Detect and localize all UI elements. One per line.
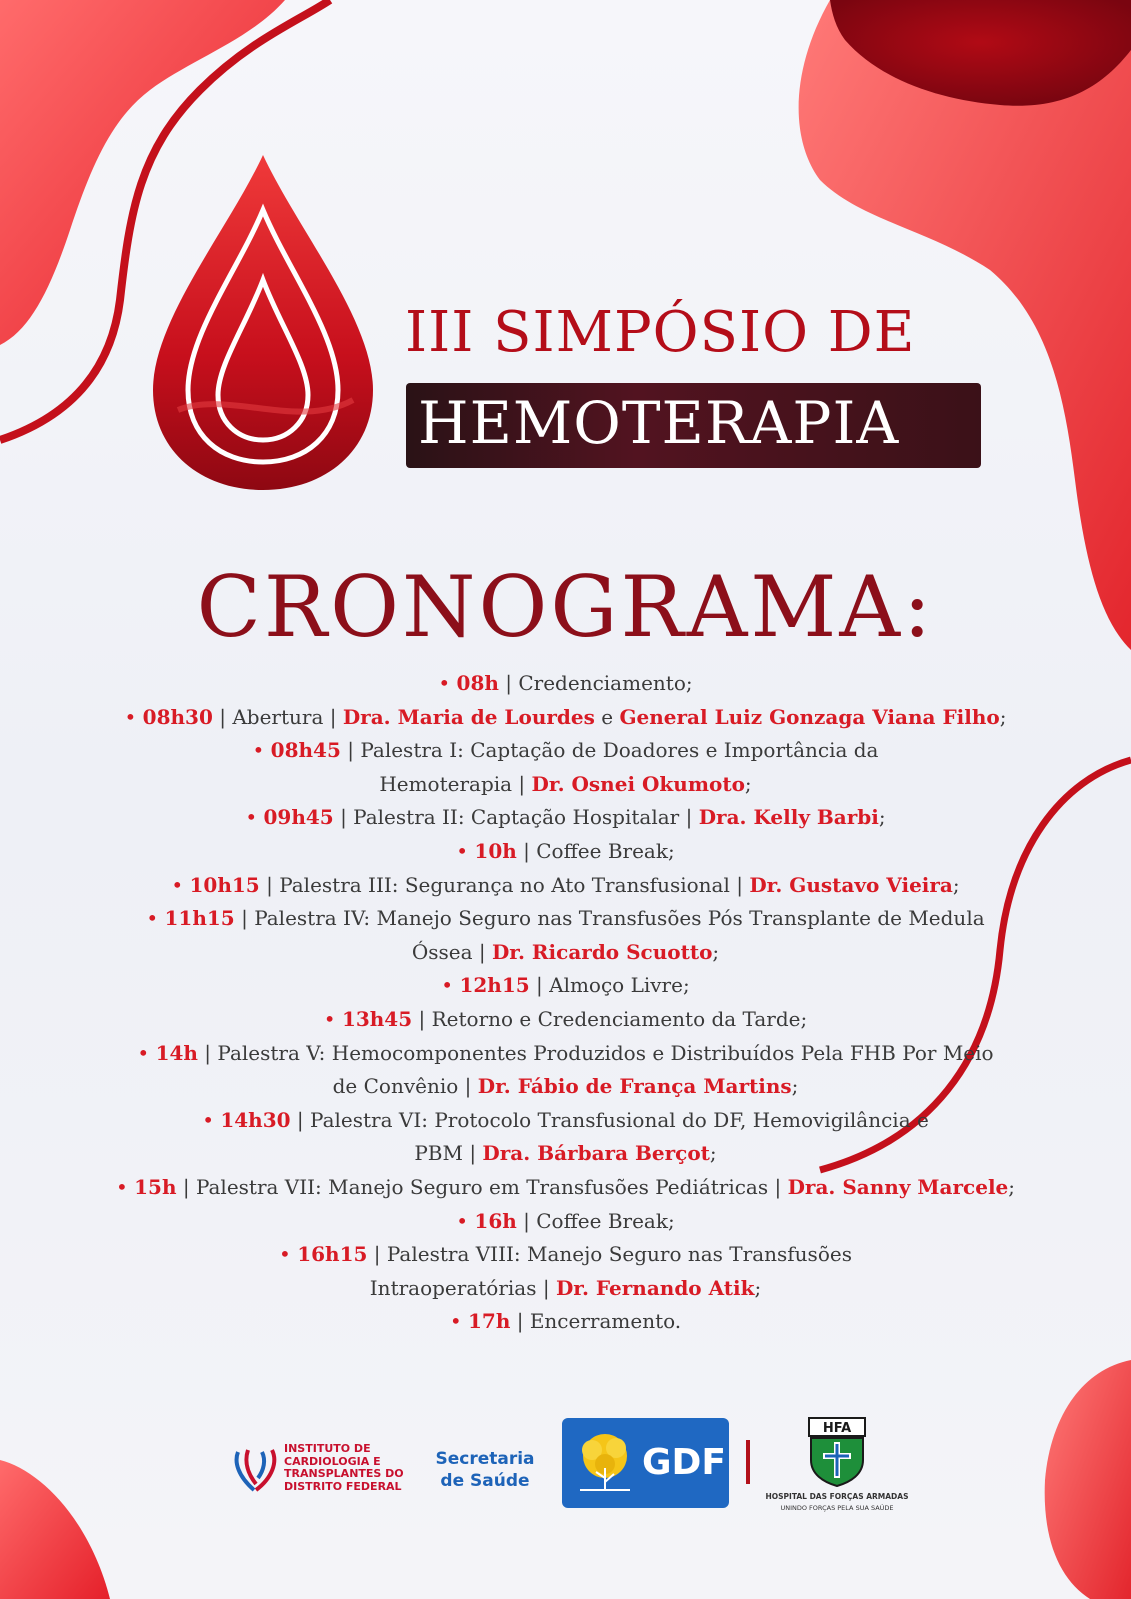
bullet-icon: • [115,1174,135,1199]
schedule-item [70,902,1061,936]
schedule-time: 10h [474,838,517,863]
schedule-item-continuation [70,1272,1061,1306]
schedule-item [70,1238,1061,1272]
speaker-name: Dr. Gustavo Vieira [749,872,953,897]
schedule-text: | Palestra I: Captação de Doadores e Importância da [340,738,879,763]
institute-name-line: CARDIOLOGIA E [284,1454,381,1468]
schedule-list [70,667,1061,1339]
schedule-text: Óssea | [411,939,492,964]
schedule-time: 14h30 [220,1107,291,1132]
schedule-text: ; [712,939,720,964]
secretaria-logo [425,1448,545,1492]
schedule-item [70,969,1061,1003]
schedule-text: | Palestra VI: Protocolo Transfusional do DF, Hemovigilância e [290,1107,929,1132]
bullet-icon: • [456,838,475,863]
event-title-subtitle: HEMOTERAPIA [418,389,900,457]
bullet-icon: • [323,1006,342,1031]
schedule-text: ; [999,704,1007,729]
speaker-name: Dra. Sanny Marcele [787,1174,1009,1199]
speaker-name: General Luiz Gonzaga Viana Filho [619,704,1000,729]
hfa-shield-icon [807,1416,867,1488]
speaker-name: Dr. Osnei Okumoto [531,771,745,796]
speaker-name: Dr. Fábio de França Martins [477,1074,792,1099]
heart-pulse-icon [232,1444,280,1494]
bullet-icon: • [137,1040,156,1065]
bullet-icon: • [146,906,165,931]
bullet-icon: • [449,1309,468,1334]
schedule-item-continuation [70,768,1061,802]
secretaria-line: de Saúde [440,1471,530,1491]
speaker-name: Dra. Bárbara Berçot [482,1141,710,1166]
bullet-icon: • [279,1242,298,1267]
schedule-text: ; [952,872,960,897]
bullet-icon: • [171,872,190,897]
bullet-icon: • [441,973,460,998]
schedule-text: ; [1008,1174,1016,1199]
logo-divider [746,1440,750,1484]
institute-logo [232,1440,412,1500]
schedule-item [70,1104,1061,1138]
schedule-time: 13h45 [341,1006,413,1031]
schedule-text: | Coffee Break; [516,838,675,863]
institute-name [284,1443,424,1493]
schedule-time: 09h45 [263,805,334,830]
speaker-name: Dr. Fernando Atik [555,1275,755,1300]
blood-drop-icon [148,150,378,495]
schedule-item [70,869,1061,903]
schedule-text: | Palestra IV: Manejo Seguro nas Transfusões Pós Transplante de Medula [234,906,985,931]
schedule-text: | Coffee Break; [516,1208,675,1233]
schedule-text: | Palestra V: Hemocomponentes Produzidos e Distribuídos Pela FHB Por Meio [197,1040,994,1065]
bullet-icon: • [202,1107,221,1132]
schedule-time: 14h [155,1040,198,1065]
schedule-text: ; [791,1074,799,1099]
schedule-item [70,1037,1061,1071]
schedule-text: | Palestra VIII: Manejo Seguro nas Transfusões [367,1242,852,1267]
secretaria-line: Secretaria [435,1449,535,1469]
schedule-text: | Abertura | [212,704,343,729]
schedule-text: e [594,704,620,729]
schedule-text: | Palestra II: Captação Hospitalar | [333,805,699,830]
schedule-time: 11h15 [164,906,235,931]
gdf-wordmark: GDF [642,1442,727,1483]
institute-name-line: INSTITUTO DE [284,1442,371,1455]
schedule-time: 15h [134,1174,177,1199]
schedule-text: | Encerramento. [510,1309,682,1334]
hfa-name: HOSPITAL DAS FORÇAS ARMADAS [765,1492,909,1501]
schedule-item [70,1171,1061,1205]
schedule-text: ; [878,805,886,830]
bullet-icon: • [456,1208,475,1233]
schedule-item [70,1305,1061,1339]
schedule-time: 17h [468,1309,511,1334]
institute-name-line: DISTRITO FEDERAL [284,1479,402,1493]
schedule-text: ; [754,1275,762,1300]
schedule-text: ; [709,1141,717,1166]
gdf-logo [562,1418,729,1508]
schedule-text: | Palestra III: Segurança no Ato Transfusional | [259,872,750,897]
schedule-text: | Credenciamento; [498,671,693,695]
institute-name-line: TRANSPLANTES DO [284,1467,404,1480]
schedule-text: | Almoço Livre; [529,973,690,998]
schedule-text: de Convênio | [332,1074,478,1099]
schedule-item [70,701,1061,735]
bullet-icon: • [438,671,457,695]
ipe-tree-icon [570,1428,640,1498]
bullet-icon: • [124,704,143,729]
speaker-name: Dra. Kelly Barbi [698,805,879,830]
schedule-item-continuation [70,1137,1061,1171]
schedule-time: 12h15 [459,973,530,998]
schedule-item [70,667,1061,701]
schedule-item-continuation [70,936,1061,970]
schedule-heading: CRONOGRAMA: [196,558,935,656]
speaker-name: Dra. Maria de Lourdes [342,704,595,729]
schedule-text: Intraoperatórias | [369,1275,556,1300]
schedule-item-continuation [70,1070,1061,1104]
schedule-text: | Palestra VII: Manejo Seguro em Transfusões Pediátricas | [176,1174,788,1199]
schedule-time: 16h15 [297,1242,368,1267]
schedule-item [70,1003,1061,1037]
schedule-item [70,801,1061,835]
bullet-icon: • [245,805,264,830]
schedule-item [70,734,1061,768]
bullet-icon: • [252,738,271,763]
speaker-name: Dr. Ricardo Scuotto [491,939,713,964]
hfa-slogan: UNINDO FORÇAS PELA SUA SAÚDE [780,1504,894,1512]
schedule-item [70,835,1061,869]
schedule-text: Hemoterapia | [379,771,532,796]
sponsor-logos [0,1410,1131,1530]
schedule-time: 08h30 [142,704,213,729]
schedule-item [70,1205,1061,1239]
schedule-time: 16h [474,1208,517,1233]
schedule-time: 10h15 [189,872,260,897]
schedule-time: 08h45 [270,738,341,763]
hfa-logo [762,1416,912,1522]
event-title: III SIMPÓSIO DE [405,300,916,365]
schedule-text: | Retorno e Credenciamento da Tarde; [412,1006,808,1031]
hfa-badge-text: HFA [822,1421,852,1436]
event-title-banner [406,383,981,468]
schedule-time: 08h [456,671,499,695]
schedule-text: PBM | [414,1141,483,1166]
schedule-text: ; [744,771,752,796]
